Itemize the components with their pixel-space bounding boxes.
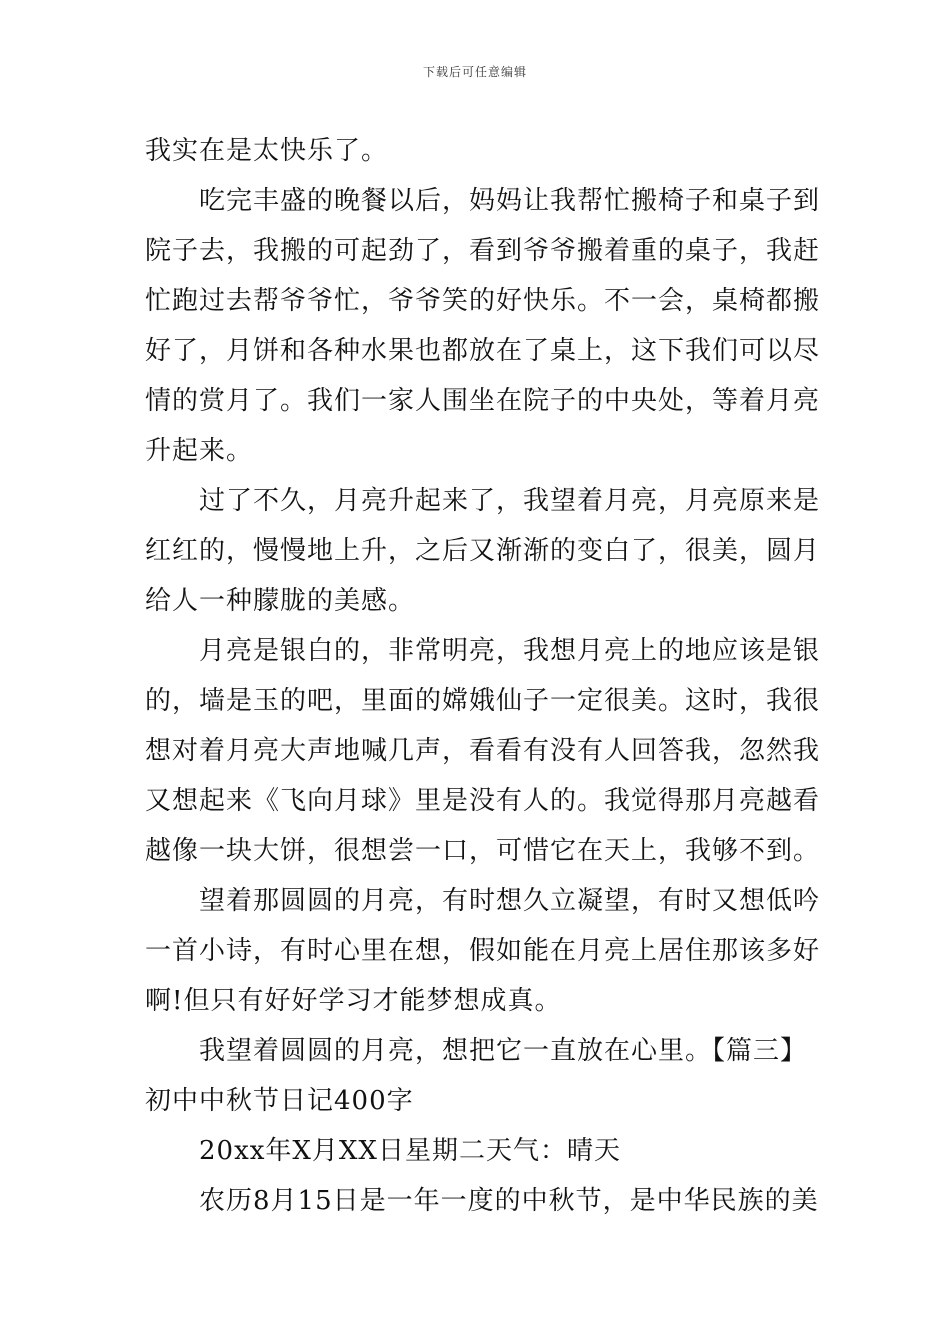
text-line: 给人一种朦胧的美感。 xyxy=(145,586,416,616)
document-body xyxy=(145,126,821,1226)
text-line: 好了，月饼和各种水果也都放在了桌上，这下我们可以尽 xyxy=(145,336,821,366)
text-line: 想对着月亮大声地喊几声，看看有没有人回答我，忽然我 xyxy=(145,736,821,766)
text-line: 农历8月15日是一年一度的中秋节，是中华民族的美 xyxy=(199,1186,819,1216)
text-line: 20xx年X月XX日星期二天气：晴天 xyxy=(199,1136,621,1166)
text-line: 过了不久，月亮升起来了，我望着月亮，月亮原来是 xyxy=(199,486,821,516)
text-line: 吃完丰盛的晚餐以后，妈妈让我帮忙搬椅子和桌子到 xyxy=(199,186,821,216)
text-line: 忙跑过去帮爷爷忙，爷爷笑的好快乐。不一会，桌椅都搬 xyxy=(145,286,821,316)
text-line: 我望着圆圆的月亮，想把它一直放在心里。【篇三】 xyxy=(199,1036,808,1066)
text-line: 院子去，我搬的可起劲了，看到爷爷搬着重的桌子，我赶 xyxy=(145,236,821,266)
text-line: 越像一块大饼，很想尝一口，可惜它在天上，我够不到。 xyxy=(145,836,821,866)
text-line: 情的赏月了。我们一家人围坐在院子的中央处，等着月亮 xyxy=(145,386,821,416)
text-line: 又想起来《飞向月球》里是没有人的。我觉得那月亮越看 xyxy=(145,786,821,816)
header-note: 下载后可任意编辑 xyxy=(422,65,527,79)
text-line: 望着那圆圆的月亮，有时想久立凝望，有时又想低吟 xyxy=(199,886,821,916)
text-line: 红红的，慢慢地上升，之后又渐渐的变白了，很美，圆月 xyxy=(145,536,821,566)
text-line: 月亮是银白的，非常明亮，我想月亮上的地应该是银 xyxy=(199,636,821,666)
text-line: 的，墙是玉的吧，里面的嫦娥仙子一定很美。这时，我很 xyxy=(145,686,821,716)
text-line: 啊!但只有好好学习才能梦想成真。 xyxy=(145,986,562,1016)
text-line: 我实在是太快乐了。 xyxy=(145,136,389,166)
text-line: 升起来。 xyxy=(145,436,254,466)
text-line: 一首小诗，有时心里在想，假如能在月亮上居住那该多好 xyxy=(145,936,821,966)
text-line: 初中中秋节日记400字 xyxy=(145,1086,414,1116)
